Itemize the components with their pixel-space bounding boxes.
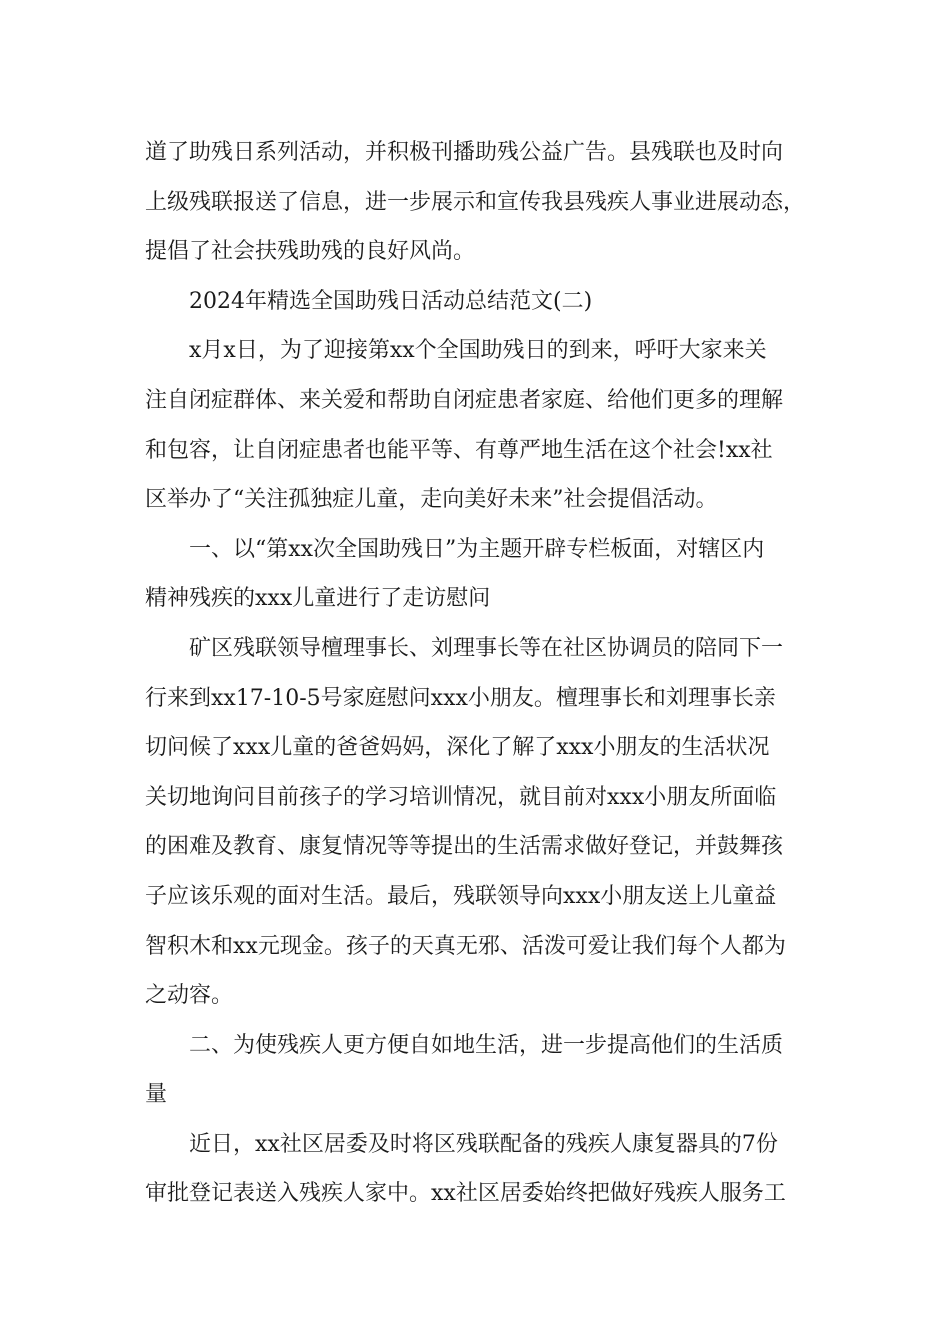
paragraph-line: 道了助残日系列活动，并积极刊播助残公益广告。县残联也及时向 xyxy=(145,140,784,165)
paragraph-line: 注自闭症群体、来关爱和帮助自闭症患者家庭、给他们更多的理解 xyxy=(145,387,784,413)
paragraph-line: 行来到xx17-10-5号家庭慰问xxx小朋友。檀理事长和刘理事长亲 xyxy=(145,685,776,711)
heading-line: 二、为使残疾人更方便自如地生活，进一步提高他们的生活质 xyxy=(189,1032,784,1058)
paragraph-line: x月x日，为了迎接第xx个全国助残日的到来，呼吁大家来关 xyxy=(189,338,767,364)
paragraph-line: 区举办了“关注孤独症儿童，走向美好未来”社会提倡活动。 xyxy=(145,487,718,513)
paragraph-line: 子应该乐观的面对生活。最后，残联领导向xxx小朋友送上儿童益 xyxy=(145,883,777,909)
section-title: 2024年精选全国助残日活动总结范文(二) xyxy=(189,288,593,314)
paragraph-line: 提倡了社会扶残助残的良好风尚。 xyxy=(145,239,476,265)
paragraph-line: 之动容。 xyxy=(145,983,234,1009)
paragraph-line: 上级残联报送了信息，进一步展示和宣传我县残疾人事业进展动态， xyxy=(145,189,806,215)
paragraph-line: 切问候了xxx儿童的爸爸妈妈，深化了解了xxx小朋友的生活状况 xyxy=(145,735,770,761)
heading-line: 精神残疾的xxx儿童进行了走访慰问 xyxy=(145,586,491,612)
paragraph-line: 和包容，让自闭症患者也能平等、有尊严地生活在这个社会!xx社 xyxy=(145,437,773,463)
heading-line: 量 xyxy=(145,1082,168,1108)
paragraph-line: 的困难及教育、康复情况等等提出的生活需求做好登记，并鼓舞孩 xyxy=(145,834,784,860)
document-body xyxy=(145,128,825,1219)
paragraph-line: 矿区残联领导檀理事长、刘理事长等在社区协调员的陪同下一 xyxy=(189,635,784,661)
paragraph-line: 智积木和xx元现金。孩子的天真无邪、活泼可爱让我们每个人都为 xyxy=(145,933,786,959)
paragraph-line: 审批登记表送入残疾人家中。xx社区居委始终把做好残疾人服务工 xyxy=(145,1181,786,1207)
paragraph-line: 关切地询问目前孩子的学习培训情况，就目前对xxx小朋友所面临 xyxy=(145,784,777,810)
heading-line: 一、以“第xx次全国助残日”为主题开辟专栏板面，对辖区内 xyxy=(189,536,765,562)
paragraph-line: 近日，xx社区居委及时将区残联配备的残疾人康复器具的7份 xyxy=(189,1131,778,1157)
